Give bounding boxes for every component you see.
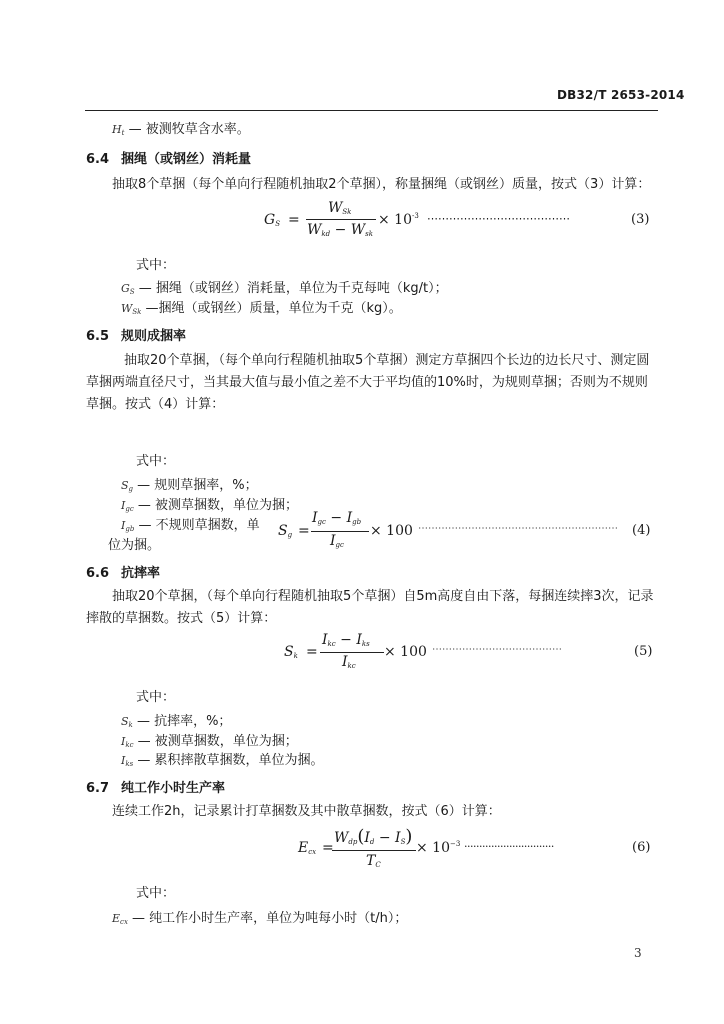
section-6-5-heading <box>86 325 186 344</box>
where-label: 式中： <box>136 258 176 273</box>
fraction-bar <box>320 652 384 653</box>
def-symbol: $H_t$ <box>112 123 125 137</box>
section-6-6-paragraph: 抽取20个草捆，（每个单向行程随机抽取5个草捆）自5m高度自由下落，每捆连续摔3次，记录摔散的草捆数。按式（5）计算： <box>86 589 654 626</box>
section-6-5-paragraph: 抽取20个草捆，（每个单向行程随机抽取5个草捆）测定方草捆四个长边的边长尺寸、测定圆草捆两端直径尺寸，当其最大值与最小值之差不大于平均值的10%时，为规则草捆；否则为不规则草捆。按式（4）计算： <box>86 353 650 412</box>
formula-numerator: $W_{dp}(I_d - I_S)$ <box>334 826 413 847</box>
moisture-definition <box>112 118 250 137</box>
leader-dots: ⋯⋯⋯⋯⋯⋯⋯⋯⋯⋯⋯⋯⋯ <box>427 212 570 225</box>
leader-dots: ······························ <box>464 840 554 853</box>
formula-denominator: $I_{kc}$ <box>342 654 356 670</box>
formula-multiplier: × 100 <box>370 523 413 539</box>
section-number: 6.7 <box>86 781 110 796</box>
formula-denominator: $I_{gc}$ <box>330 533 344 549</box>
definition-item: $I_{gb}$ — 不规则草捆数，单 <box>121 518 260 533</box>
equation-number: (5) <box>634 644 653 659</box>
section-number: 6.6 <box>86 566 110 581</box>
leader-dots: ⋯⋯⋯⋯⋯⋯⋯⋯⋯⋯⋯⋯⋯ <box>432 644 562 655</box>
formula-numerator: $W_{Sk}$ <box>328 200 352 216</box>
formula-4: $S_g$ = $I_{gc} - I_{gb}$ $I_{gc}$ × 100 ⋯⋯⋯⋯⋯⋯⋯⋯⋯⋯⋯⋯⋯⋯⋯⋯⋯⋯⋯⋯ (4) <box>278 510 651 549</box>
section-6-6-heading <box>86 562 160 581</box>
formula-numerator: $I_{kc} - I_{ks}$ <box>322 632 370 648</box>
section-6-7-heading <box>86 777 225 796</box>
definition-item: $W_{Sk}$ —捆绳（或钢丝）质量，单位为千克（kg）。 <box>121 301 402 316</box>
section-number: 6.4 <box>86 152 110 167</box>
formula-6: $E_{cx}$ = $W_{dp}(I_d - I_S)$ $T_C$ × $10^{-3}$ ······························ (6) <box>298 826 651 869</box>
page-number: 3 <box>634 946 642 960</box>
formula-numerator: $I_{gc} - I_{gb}$ <box>312 510 362 526</box>
section-title: 捆绳（或钢丝）消耗量 <box>121 152 252 167</box>
fraction-bar <box>332 850 416 851</box>
leader-dots: ⋯⋯⋯⋯⋯⋯⋯⋯⋯⋯⋯⋯⋯⋯⋯⋯⋯⋯⋯⋯ <box>418 523 618 534</box>
fraction-bar <box>306 219 376 220</box>
section-title: 抗摔率 <box>121 566 161 581</box>
formula-denominator: $W_{kd} - W_{sk}$ <box>307 222 373 238</box>
section-6-4-paragraph: 抽取8个草捆（每个单向行程随机抽取2个草捆），称量捆绳（或钢丝）质量，按式（3）计算： <box>112 177 651 192</box>
definition-item: $E_{cx}$ — 纯工作小时生产率，单位为吨每小时（t/h）； <box>112 911 408 926</box>
equation-number: (3) <box>631 212 650 227</box>
formula-multiplier: × 100 <box>384 644 427 660</box>
section-6-7-paragraph: 连续工作2h，记录累计打草捆数及其中散草捆数，按式（6）计算： <box>112 804 501 819</box>
definition-item: $G_S$ — 捆绳（或钢丝）消耗量，单位为千克每吨（kg/t）； <box>121 281 448 296</box>
section-number: 6.5 <box>86 329 110 344</box>
definition-item: $S_g$ — 规则草捆率，%； <box>121 478 258 493</box>
section-title: 规则成捆率 <box>121 329 187 344</box>
formula-lhs: $E_{cx}$ <box>298 840 317 856</box>
definition-continuation: 位为捆。 <box>108 538 161 553</box>
formula-denominator: $T_C$ <box>366 853 381 869</box>
section-6-4-heading <box>86 148 251 167</box>
where-label: 式中： <box>136 886 176 901</box>
formula-3: $G_S$ = $W_{Sk}$ $W_{kd} - W_{sk}$ × $10^{-3}$ ⋯⋯⋯⋯⋯⋯⋯⋯⋯⋯⋯⋯⋯ (3) <box>264 200 650 238</box>
header-rule <box>85 110 658 111</box>
formula-multiplier: × $10^{-3}$ <box>416 840 461 856</box>
formula-lhs: $S_k$ <box>284 644 298 660</box>
formula-multiplier: × $10^{-3}$ <box>378 212 419 228</box>
equation-number: (4) <box>632 523 651 538</box>
definition-item: $S_k$ — 抗摔率，%； <box>121 714 232 729</box>
where-label: 式中： <box>136 690 176 705</box>
fraction-bar <box>311 531 369 532</box>
where-label: 式中： <box>136 454 176 469</box>
definition-item: $I_{ks}$ — 累积摔散草捆数，单位为捆。 <box>121 753 324 768</box>
def-text: — 被测牧草含水率。 <box>128 122 250 137</box>
formula-lhs: $G_S$ <box>264 212 280 228</box>
formula-lhs: $S_g$ <box>278 523 293 539</box>
equation-number: (6) <box>632 840 651 855</box>
definition-item: $I_{kc}$ — 被测草捆数，单位为捆； <box>121 734 298 749</box>
section-title: 纯工作小时生产率 <box>121 781 226 796</box>
standard-code: DB32/T 2653-2014 <box>557 88 685 102</box>
formula-5: $S_k$ = $I_{kc} - I_{ks}$ $I_{kc}$ × 100 ⋯⋯⋯⋯⋯⋯⋯⋯⋯⋯⋯⋯⋯ (5) <box>284 632 653 670</box>
definition-item: $I_{gc}$ — 被测草捆数，单位为捆； <box>121 498 299 513</box>
